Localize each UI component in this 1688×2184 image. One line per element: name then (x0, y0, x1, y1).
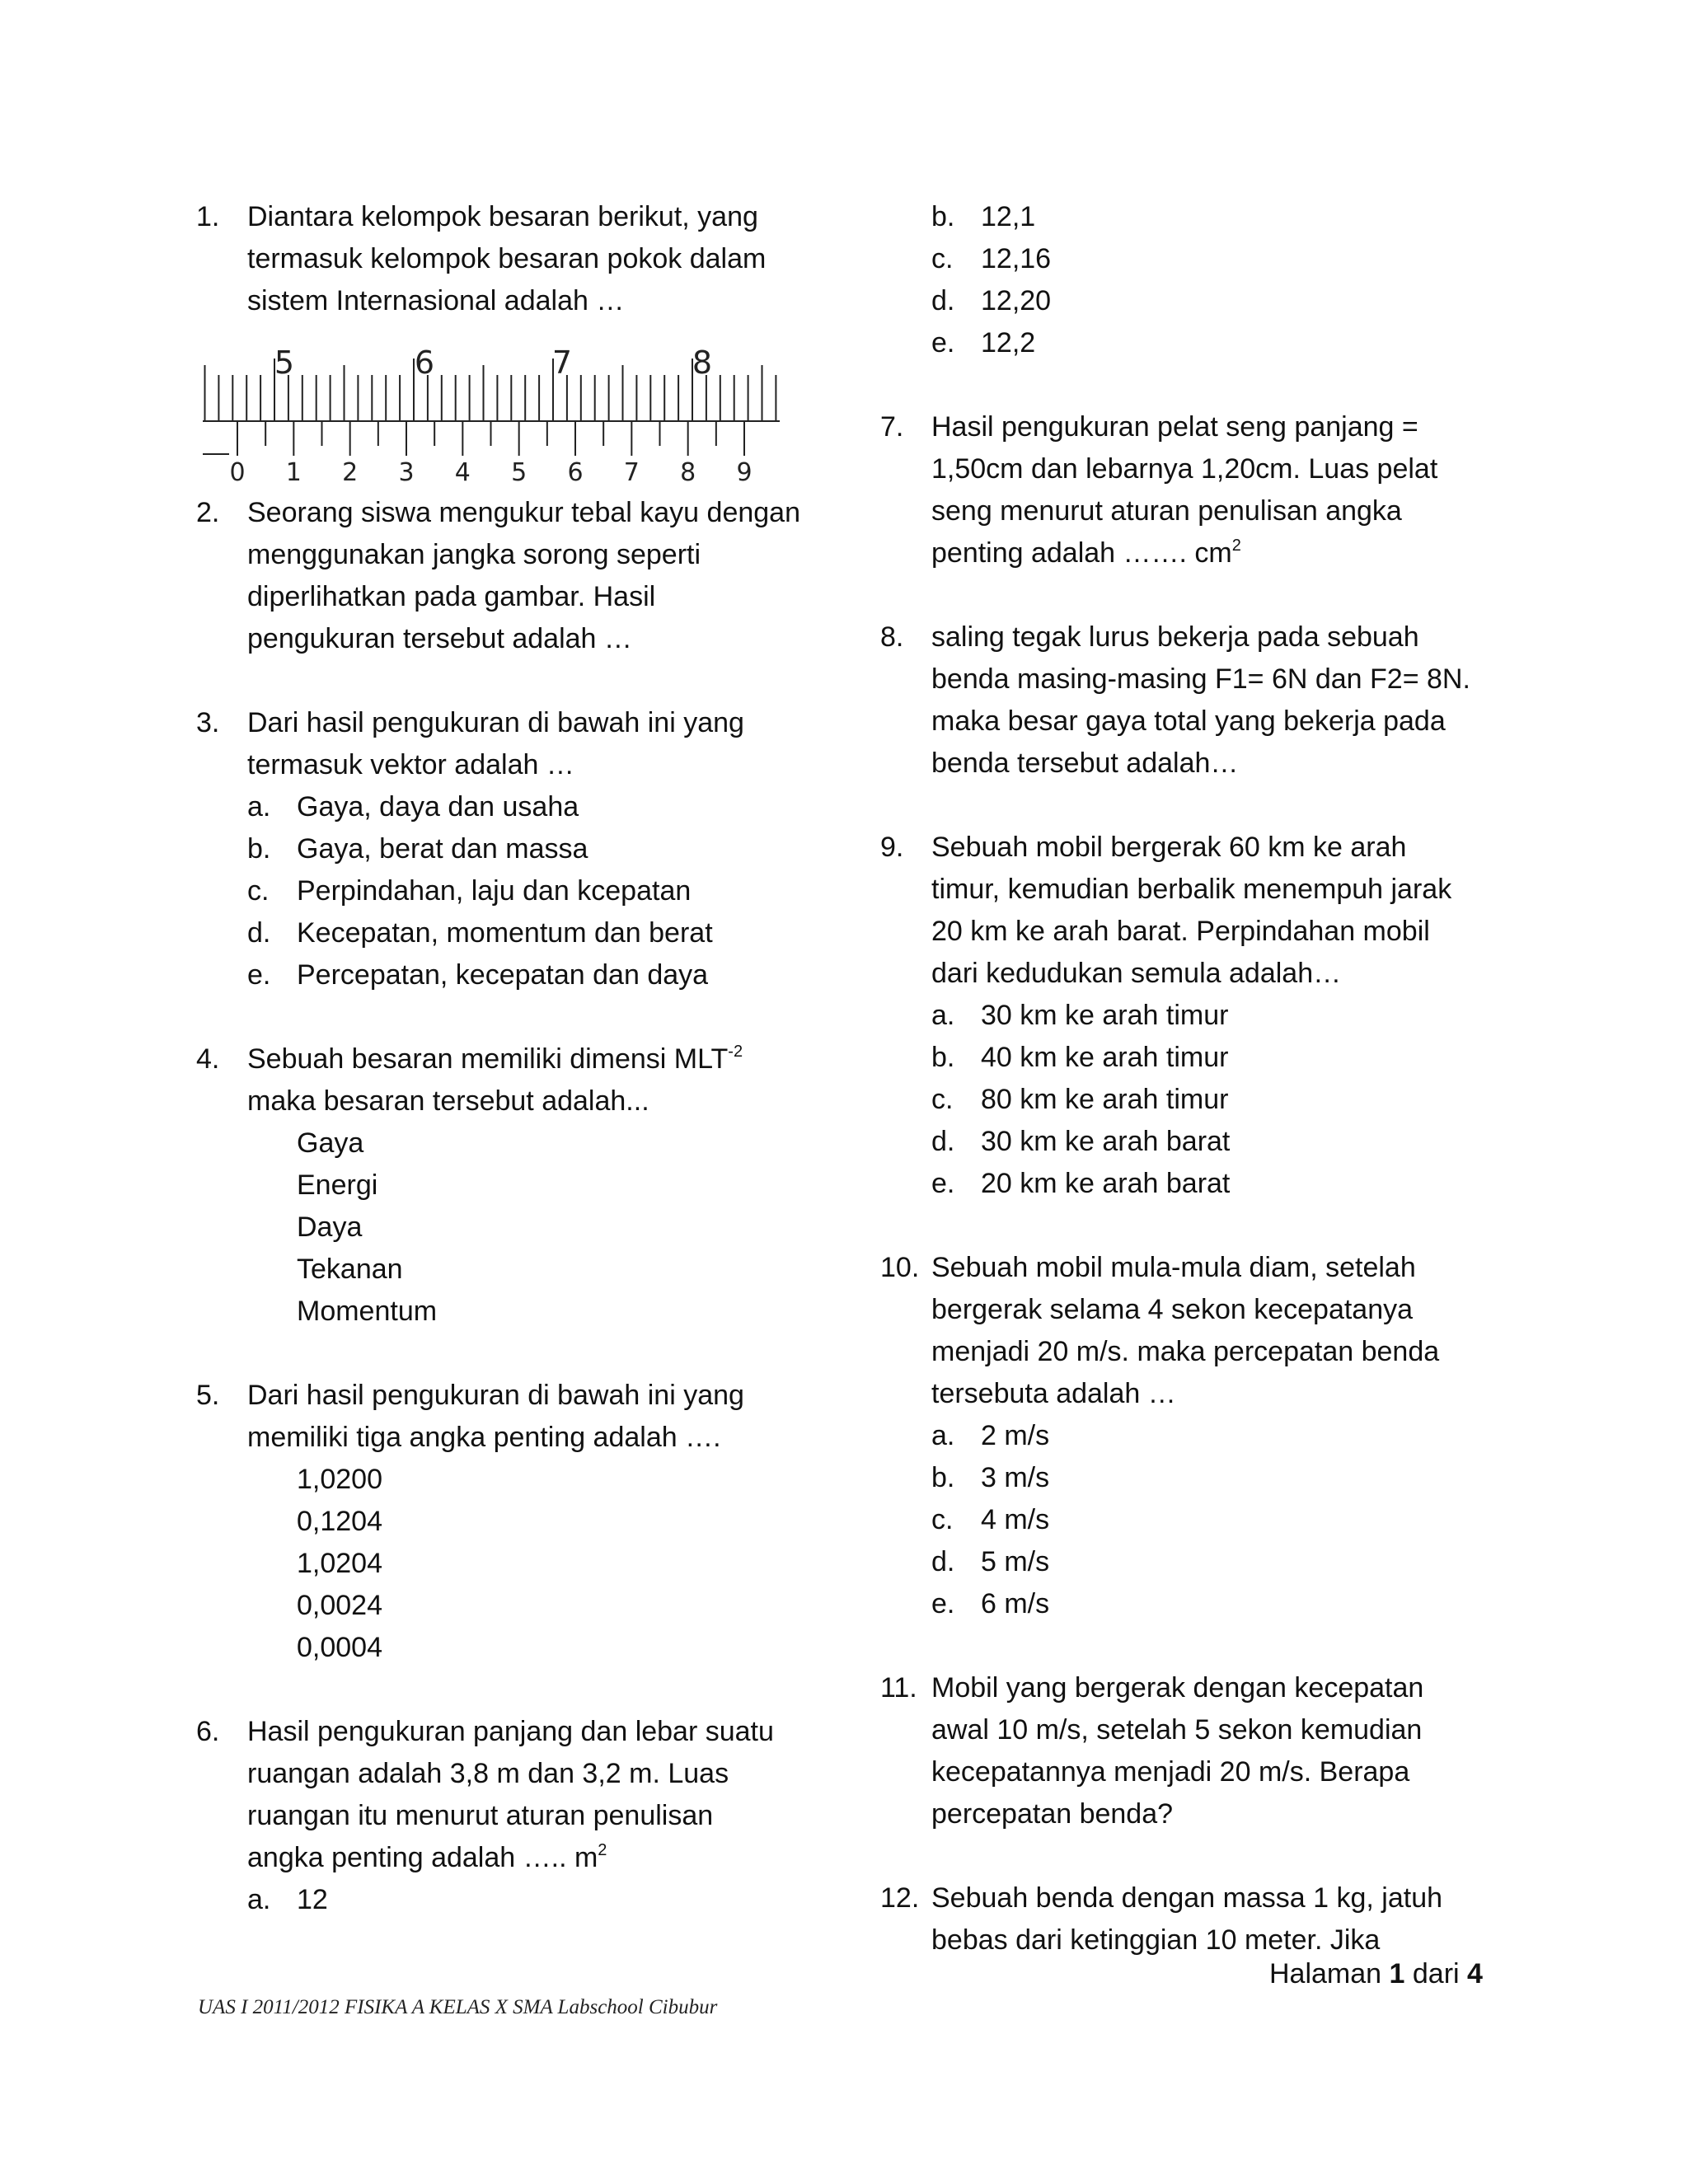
vernier-scale-label: 4 (454, 458, 471, 487)
option-letter: a. (931, 1420, 955, 1451)
question-line: bebas dari ketinggian 10 meter. Jika (931, 1924, 1381, 1956)
question-line: tersebuta adalah … (931, 1378, 1176, 1409)
option-text: 30 km ke arah barat (981, 1126, 1231, 1157)
option-text: Perpindahan, laju dan kcepatan (297, 875, 692, 907)
question-line: Sebuah benda dengan massa 1 kg, jatuh (931, 1882, 1443, 1914)
option-item (931, 1163, 1507, 1205)
option-item (247, 1879, 823, 1921)
option-item (931, 280, 1507, 322)
option-item (247, 870, 823, 912)
option-letter: b. (931, 1462, 955, 1493)
option-letter: c. (931, 1504, 954, 1535)
superscript: 2 (1231, 537, 1241, 555)
question-6-continued (880, 196, 1507, 364)
option-letter: e. (931, 327, 955, 359)
question-8 (880, 616, 1507, 785)
option-text: 5 m/s (981, 1546, 1050, 1577)
question-line: menggunakan jangka sorong seperti (247, 539, 701, 570)
question-line: Hasil pengukuran pelat seng panjang = (931, 411, 1418, 443)
option-item (931, 196, 1507, 238)
option-letter: c. (931, 1084, 954, 1115)
question-number: 1. (196, 201, 220, 232)
option-letter: e. (931, 1168, 955, 1199)
question-line-text: Sebuah besaran memiliki dimensi MLT (247, 1043, 729, 1075)
option-text: Gaya, daya dan usaha (297, 791, 579, 823)
superscript: 2 (598, 1841, 607, 1859)
option-text: 2 m/s (981, 1420, 1050, 1451)
question-line-text: angka penting adalah ….. m (247, 1842, 598, 1873)
option-item (931, 1121, 1507, 1163)
option-item: 0,0024 (297, 1590, 382, 1621)
option-item (247, 954, 823, 996)
vernier-scale-label: 8 (680, 458, 696, 487)
option-letter: d. (931, 285, 955, 316)
option-item (247, 912, 823, 954)
option-item: Energi (297, 1169, 378, 1201)
option-item (931, 1457, 1507, 1499)
question-number: 12. (880, 1882, 920, 1914)
option-item (931, 1541, 1507, 1583)
option-list (247, 1879, 823, 1921)
question-number: 7. (880, 411, 904, 443)
option-list (247, 786, 823, 996)
option-letter: a. (247, 791, 271, 823)
question-line: Seorang siswa mengukur tebal kayu dengan (247, 497, 800, 528)
option-item: Momentum (297, 1296, 438, 1327)
question-line: percepatan benda? (931, 1798, 1174, 1830)
option-text: 12,16 (981, 243, 1052, 274)
question-number: 9. (880, 832, 904, 863)
question-line: ruangan adalah 3,8 m dan 3,2 m. Luas (247, 1758, 729, 1789)
option-letter: d. (931, 1546, 955, 1577)
option-letter: d. (931, 1126, 955, 1157)
question-line: maka besaran tersebut adalah... (247, 1085, 649, 1117)
question-line: pengukuran tersebut adalah … (247, 623, 632, 654)
main-scale-label: 8 (692, 344, 713, 381)
main-scale-label: 7 (551, 344, 573, 381)
question-line: benda masing-masing F1= 6N dan F2= 8N. (931, 663, 1470, 695)
option-text: 4 m/s (981, 1504, 1050, 1535)
question-6 (196, 1711, 823, 1921)
question-line: Mobil yang bergerak dengan kecepatan (931, 1672, 1424, 1704)
main-scale-label: 5 (274, 344, 295, 381)
option-text: 6 m/s (981, 1588, 1050, 1619)
page-middle: dari (1404, 1958, 1468, 1990)
question-3 (196, 702, 823, 996)
question-number: 6. (196, 1716, 220, 1747)
question-1 (196, 196, 823, 322)
question-line: termasuk kelompok besaran pokok dalam (247, 243, 767, 274)
option-list (247, 1459, 823, 1669)
question-12 (880, 1877, 1507, 1961)
question-line: Dari hasil pengukuran di bawah ini yang (247, 707, 744, 738)
option-letter: d. (247, 917, 271, 949)
question-line: Hasil pengukuran panjang dan lebar suatu (247, 1716, 774, 1747)
question-line: benda tersebut adalah… (931, 748, 1239, 779)
question-line: Sebuah mobil mula-mula diam, setelah (931, 1252, 1416, 1283)
superscript: -2 (728, 1043, 743, 1061)
vernier-scale-label: 2 (342, 458, 359, 487)
option-item: Gaya (297, 1127, 364, 1159)
vernier-scale-label: 1 (285, 458, 302, 487)
question-11 (880, 1667, 1507, 1835)
option-item (931, 322, 1507, 364)
vernier-scale-label: 5 (511, 458, 528, 487)
main-scale-label: 6 (414, 344, 435, 381)
exam-footer-label: UAS I 2011/2012 FISIKA A KELAS X SMA Labschool Cibubur (198, 1996, 718, 2018)
option-letter: e. (931, 1588, 955, 1619)
option-text: 12,2 (981, 327, 1036, 359)
left-column (196, 196, 823, 1963)
option-text: 30 km ke arah timur (981, 1000, 1229, 1031)
option-item (247, 828, 823, 870)
option-item: 0,1204 (297, 1506, 382, 1537)
question-line: dari kedudukan semula adalah… (931, 958, 1342, 989)
question-5 (196, 1375, 823, 1669)
question-line: saling tegak lurus bekerja pada sebuah (931, 621, 1419, 653)
option-item (931, 1079, 1507, 1121)
option-text: 20 km ke arah barat (981, 1168, 1231, 1199)
right-column (880, 196, 1507, 1961)
option-item (931, 238, 1507, 280)
option-item (247, 786, 823, 828)
question-line: termasuk vektor adalah … (247, 749, 574, 780)
question-number: 8. (880, 621, 904, 653)
question-line: kecepatannya menjadi 20 m/s. Berapa (931, 1756, 1410, 1788)
vernier-scale-label: 3 (398, 458, 415, 487)
question-number: 5. (196, 1380, 220, 1411)
option-letter: b. (247, 833, 271, 865)
question-line: menjadi 20 m/s. maka percepatan benda (931, 1336, 1440, 1367)
question-line: bergerak selama 4 sekon kecepatanya (931, 1294, 1414, 1325)
page-prefix: Halaman (1269, 1958, 1390, 1990)
vernier-scale-label: 7 (623, 458, 640, 487)
question-line (247, 1837, 823, 1879)
option-item (931, 1499, 1507, 1541)
question-line-text: penting adalah ……. cm (931, 537, 1232, 569)
option-text: 12,20 (981, 285, 1052, 316)
question-text (247, 196, 823, 322)
question-number: 11. (880, 1672, 917, 1704)
question-line: Sebuah mobil bergerak 60 km ke arah (931, 832, 1407, 863)
option-item (931, 995, 1507, 1037)
option-item: 1,0204 (297, 1548, 382, 1579)
question-number: 4. (196, 1043, 220, 1075)
question-4 (196, 1038, 823, 1333)
question-line: memiliki tiga angka penting adalah …. (247, 1422, 721, 1453)
option-letter: b. (931, 201, 955, 232)
option-list (931, 1415, 1507, 1625)
question-line: Diantara kelompok besaran berikut, yang (247, 201, 758, 232)
question-line: sistem Internasional adalah … (247, 285, 625, 316)
option-text: 80 km ke arah timur (981, 1084, 1229, 1115)
option-text: 12,1 (981, 201, 1036, 232)
option-text: Gaya, berat dan massa (297, 833, 588, 865)
question-line: Dari hasil pengukuran di bawah ini yang (247, 1380, 744, 1411)
option-list (247, 1122, 823, 1333)
question-number: 10. (880, 1252, 920, 1283)
question-line: awal 10 m/s, setelah 5 sekon kemudian (931, 1714, 1423, 1746)
question-2 (196, 492, 823, 660)
option-item (931, 1037, 1507, 1079)
option-item: Tekanan (297, 1254, 403, 1285)
option-list (931, 196, 1507, 364)
option-letter: a. (931, 1000, 955, 1031)
question-7 (880, 406, 1507, 574)
question-line (247, 1038, 823, 1080)
vernier-scale-label: 0 (229, 458, 246, 487)
question-line: 20 km ke arah barat. Perpindahan mobil (931, 916, 1430, 947)
option-text: 3 m/s (981, 1462, 1050, 1493)
option-text: 12 (297, 1884, 328, 1915)
option-text: Kecepatan, momentum dan berat (297, 917, 713, 949)
vernier-scale-label: 6 (567, 458, 584, 487)
question-line: maka besar gaya total yang bekerja pada (931, 705, 1446, 737)
option-letter: b. (931, 1042, 955, 1073)
question-10 (880, 1247, 1507, 1625)
option-item: Daya (297, 1212, 363, 1243)
option-text: Percepatan, kecepatan dan daya (297, 959, 709, 991)
page-number (1269, 1958, 1483, 1990)
vernier-caliper-figure (196, 324, 781, 489)
question-line: ruangan itu menurut aturan penulisan (247, 1800, 714, 1831)
question-line: timur, kemudian berbalik menempuh jarak (931, 874, 1452, 905)
option-letter: c. (931, 243, 954, 274)
question-number: 3. (196, 707, 220, 738)
option-text: 40 km ke arah timur (981, 1042, 1229, 1073)
option-letter: e. (247, 959, 271, 991)
page-total: 4 (1467, 1958, 1483, 1990)
option-list (931, 995, 1507, 1205)
vernier-scale-label: 9 (736, 458, 753, 487)
option-letter: a. (247, 1884, 271, 1915)
option-item (931, 1415, 1507, 1457)
question-9 (880, 827, 1507, 1205)
option-item (931, 1583, 1507, 1625)
option-letter: c. (247, 875, 270, 907)
option-item: 1,0200 (297, 1464, 382, 1495)
page-current: 1 (1389, 1958, 1405, 1990)
question-line: seng menurut aturan penulisan angka (931, 495, 1402, 527)
option-item: 0,0004 (297, 1632, 382, 1663)
question-line: 1,50cm dan lebarnya 1,20cm. Luas pelat (931, 453, 1438, 485)
question-line: diperlihatkan pada gambar. Hasil (247, 581, 656, 612)
question-number: 2. (196, 497, 220, 528)
question-line (931, 532, 1507, 574)
